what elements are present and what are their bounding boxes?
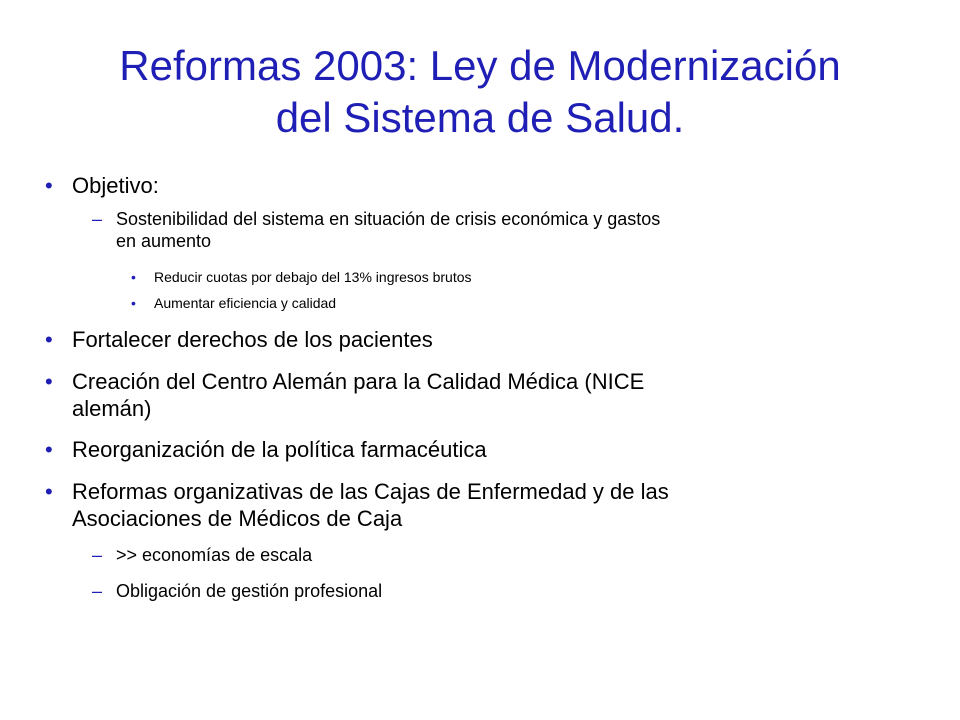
dash-marker: – — [92, 209, 103, 229]
small-bullet-marker: • — [131, 269, 136, 285]
bullet-text: Fortalecer derechos de los pacientes — [72, 327, 433, 352]
bullet-marker: • — [45, 479, 53, 504]
bullet-marker: • — [45, 173, 53, 198]
bullet-marker: • — [45, 437, 53, 462]
bullet-text-continued: alemán) — [72, 396, 152, 421]
small-bullet-marker: • — [131, 295, 136, 311]
slide-title-line-1: Reformas 2003: Ley de Modernización — [119, 42, 841, 89]
bullet-marker: • — [45, 369, 53, 394]
sub-sub-item-text: Aumentar eficiencia y calidad — [154, 295, 337, 311]
bullet-marker: • — [45, 327, 53, 352]
dash-marker: – — [92, 545, 103, 565]
bullet-text: Creación del Centro Alemán para la Calidad Médica (NICE — [72, 369, 645, 394]
bullet-text: Objetivo: — [72, 173, 159, 198]
bullet-text: Reformas organizativas de las Cajas de Enfermedad y de las — [72, 479, 669, 504]
sub-item-text: Sostenibilidad del sistema en situación de crisis económica y gastos — [116, 209, 661, 229]
bullet-text-continued: Asociaciones de Médicos de Caja — [72, 506, 403, 531]
sub-item-text: Obligación de gestión profesional — [116, 581, 383, 601]
slide-title-line-2: del Sistema de Salud. — [275, 94, 685, 141]
sub-item-text: >> economías de escala — [116, 545, 313, 565]
sub-item-text-continued: en aumento — [116, 231, 212, 251]
bullet-text: Reorganización de la política farmacéutica — [72, 437, 487, 462]
sub-sub-item-text: Reducir cuotas por debajo del 13% ingresos brutos — [154, 269, 472, 285]
dash-marker: – — [92, 581, 103, 601]
